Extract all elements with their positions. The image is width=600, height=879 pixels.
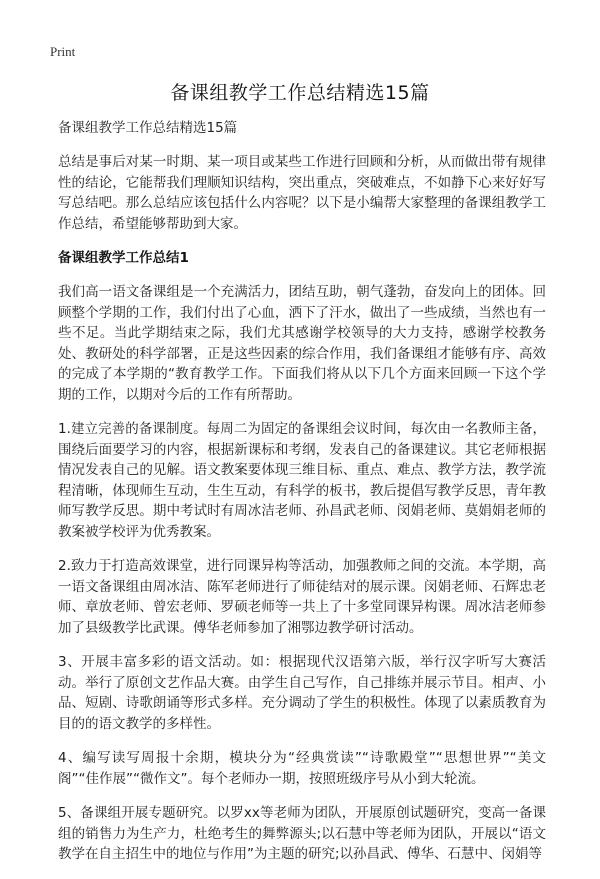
document-subtitle: 备课组教学工作总结精选15篇 (58, 120, 238, 136)
body-paragraph: 5、备课组开展专题研究。以罗xx等老师为团队，开展原创试题研究，变高一备课组的销售力为生产力，杜绝考生的舞弊源头;以石慧中等老师为团队，开展以“语文教学在自主招生中的地位与作用”为主题的研究;以孙昌武、傅华、石慧中、闵娟等 (58, 805, 546, 862)
body-paragraph: 4、编写读写周报十余期，模块分为“经典赏读”“诗歌殿堂”“思想世界”“美文阁”“佳作展”“微作文”。每个老师办一期，按照班级序号从小到大轮流。 (58, 750, 546, 787)
intro-paragraph: 总结是事后对某一时期、某一项目或某些工作进行回顾和分析，从而做出带有规律性的结论，它能帮我们理顺知识结构，突出重点，突破难点，不如静下心来好好写写总结吧。那么总结应该包括什么内容呢？以下是小编帮大家整理的备课组教学工作总结，希望能够帮助到大家。 (58, 154, 546, 232)
page-title: 备课组教学工作总结精选15篇 (170, 82, 430, 104)
section-heading: 备课组教学工作总结1 (58, 250, 189, 266)
print-link[interactable]: Print (50, 44, 76, 59)
body-paragraph: 我们高一语文备课组是一个充满活力，团结互助，朝气蓬勃，奋发向上的团体。回顾整个学期的工作，我们付出了心血，洒下了汗水，做出了一些成绩，当然也有一些不足。当此学期结束之际，我们尤其感谢学校领导的大力支持，感谢学校教务处、教研处的科学部署，正是这些因素的综合作用，我们备课组才能够有序、高效的完成了本学期的“教育教学工作。下面我们将从以下几个方面来回顾一下这个学期的工作，以期对今后的工作有所帮助。 (58, 284, 546, 403)
body-paragraph: 3、开展丰富多彩的语文活动。如：根据现代汉语第六版，举行汉字听写大赛活动。举行了原创文艺作品大赛。由学生自己写作，自己排练并展示节目。相声、小品、短剧、诗歌朗诵等形式多样。充分调动了学生的积极性。体现了以素质教育为目的的语文教学的多样性。 (58, 654, 546, 732)
document-body (58, 118, 546, 879)
body-paragraph: 2.致力于打造高效课堂，进行同课异构等活动，加强教师之间的交流。本学期，高一语文备课组由周冰洁、陈军老师进行了师徒结对的展示课。闵娟老师、石辉忠老师、章放老师、曾宏老师、罗硕老师等一共上了十多堂同课异构课。周冰洁老师参加了县级教学比武课。傅华老师参加了湘鄂边教学研讨活动。 (58, 558, 546, 636)
body-paragraph: 1.建立完善的备课制度。每周二为固定的备课组会议时间，每次由一名教师主备，围绕后面要学习的内容，根据新课标和考纲，发表自己的备课建议。其它老师根据情况发表自己的见解。语文教案要体现三维目标、重点、难点、教学方法，教学流程清晰，体现师生互动，生生互动，有科学的板书，教后提倡写教学反思，青年教师写教学反思。期中考试时有周冰洁老师、孙昌武老师、闵娟老师、莫娟娟老师的教案被学校评为优秀教案。 (58, 421, 546, 540)
